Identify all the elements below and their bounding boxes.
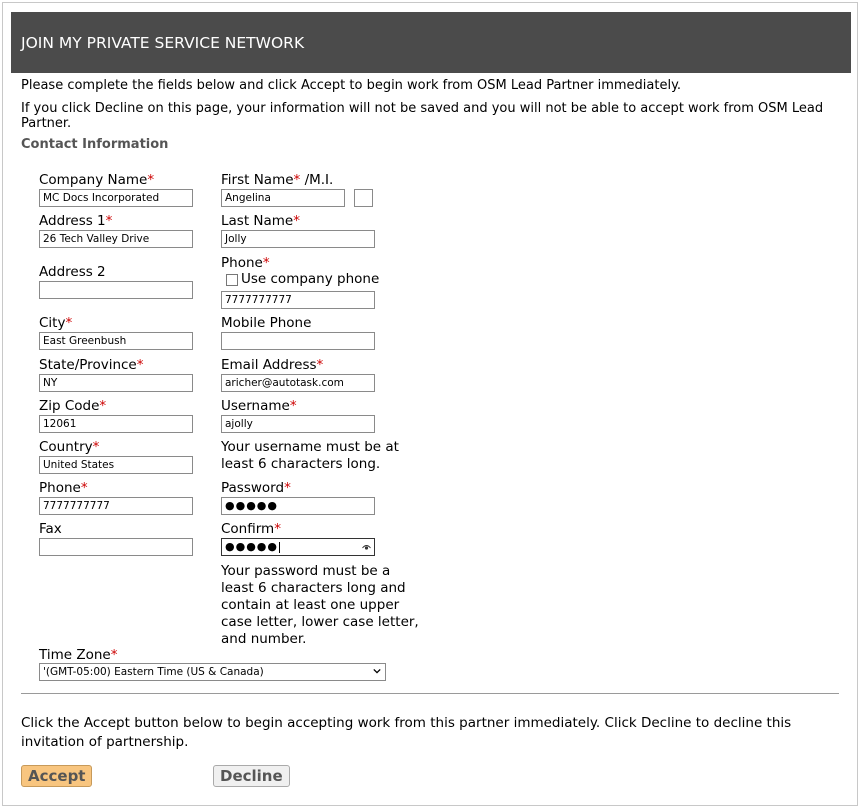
divider [21, 693, 839, 694]
username-label: Username* [221, 398, 297, 414]
username-note-2: least 6 characters long. [221, 456, 381, 472]
address2-input[interactable] [39, 281, 193, 299]
first-name-label: First Name* /M.I. [221, 172, 334, 188]
last-name-label: Last Name* [221, 213, 300, 229]
password-note-3: contain at least one upper [221, 597, 400, 613]
eye-icon[interactable] [362, 543, 371, 551]
zip-label: Zip Code* [39, 398, 107, 414]
password-note-1: Your password must be a [221, 563, 391, 579]
page-title: JOIN MY PRIVATE SERVICE NETWORK [21, 34, 305, 52]
use-company-phone-checkbox[interactable] [226, 274, 238, 286]
username-note-1: Your username must be at [221, 439, 399, 455]
confirm-password-input[interactable]: ●●●●● [221, 538, 375, 556]
address2-label: Address 2 [39, 264, 106, 280]
page-header [11, 12, 851, 73]
email-input[interactable]: aricher@autotask.com [221, 374, 375, 392]
password-input[interactable]: ●●●●● [221, 497, 375, 515]
phone-label: Phone* [39, 480, 88, 496]
city-input[interactable]: East Greenbush [39, 332, 193, 350]
last-name-input[interactable]: Jolly [221, 230, 375, 248]
timezone-select[interactable] [39, 663, 386, 681]
accept-instructions: Click the Accept button below to begin accepting work from this partner immediately. Click Decline to decline this invitation of partnership. [21, 715, 792, 750]
section-title: Contact Information [21, 137, 169, 152]
mobile-phone-label: Mobile Phone [221, 315, 312, 331]
email-label: Email Address* [221, 357, 324, 373]
use-company-phone-label: Use company phone [241, 271, 380, 287]
company-name-input[interactable]: MC Docs Incorporated [39, 189, 193, 207]
mobile-phone-input[interactable] [221, 332, 375, 350]
country-label: Country* [39, 439, 100, 455]
contact-phone-label: Phone* [221, 255, 270, 271]
country-input[interactable]: United States [39, 456, 193, 474]
accept-button[interactable]: Accept [21, 765, 92, 787]
intro-line-1: Please complete the fields below and click Accept to begin work from OSM Lead Partner immediately. [21, 78, 682, 93]
decline-button[interactable]: Decline [213, 765, 290, 787]
company-name-label: Company Name* [39, 172, 155, 188]
first-name-input[interactable]: Angelina [221, 189, 345, 207]
contact-phone-input[interactable]: 7777777777 [221, 291, 375, 309]
middle-initial-input[interactable] [354, 189, 373, 207]
city-label: City* [39, 315, 73, 331]
intro-line-2: If you click Decline on this page, your information will not be saved and you will not be able to accept work from OSM Lead Partner. [21, 101, 824, 131]
chevron-down-icon [373, 667, 381, 675]
fax-label: Fax [39, 521, 62, 537]
timezone-label: Time Zone* [39, 647, 118, 663]
zip-input[interactable]: 12061 [39, 415, 193, 433]
password-label: Password* [221, 480, 291, 496]
password-note-5: and number. [221, 631, 307, 647]
state-label: State/Province* [39, 357, 144, 373]
password-note-2: least 6 characters long and [221, 580, 406, 596]
confirm-label: Confirm* [221, 521, 281, 537]
password-note-4: case letter, lower case letter, [221, 614, 419, 630]
fax-input[interactable] [39, 538, 193, 556]
phone-input[interactable]: 7777777777 [39, 497, 193, 515]
state-input[interactable]: NY [39, 374, 193, 392]
username-input[interactable]: ajolly [221, 415, 375, 433]
address1-label: Address 1* [39, 213, 113, 229]
timezone-selected: '(GMT-05:00) Eastern Time (US & Canada) [43, 666, 264, 678]
address1-input[interactable]: 26 Tech Valley Drive [39, 230, 193, 248]
